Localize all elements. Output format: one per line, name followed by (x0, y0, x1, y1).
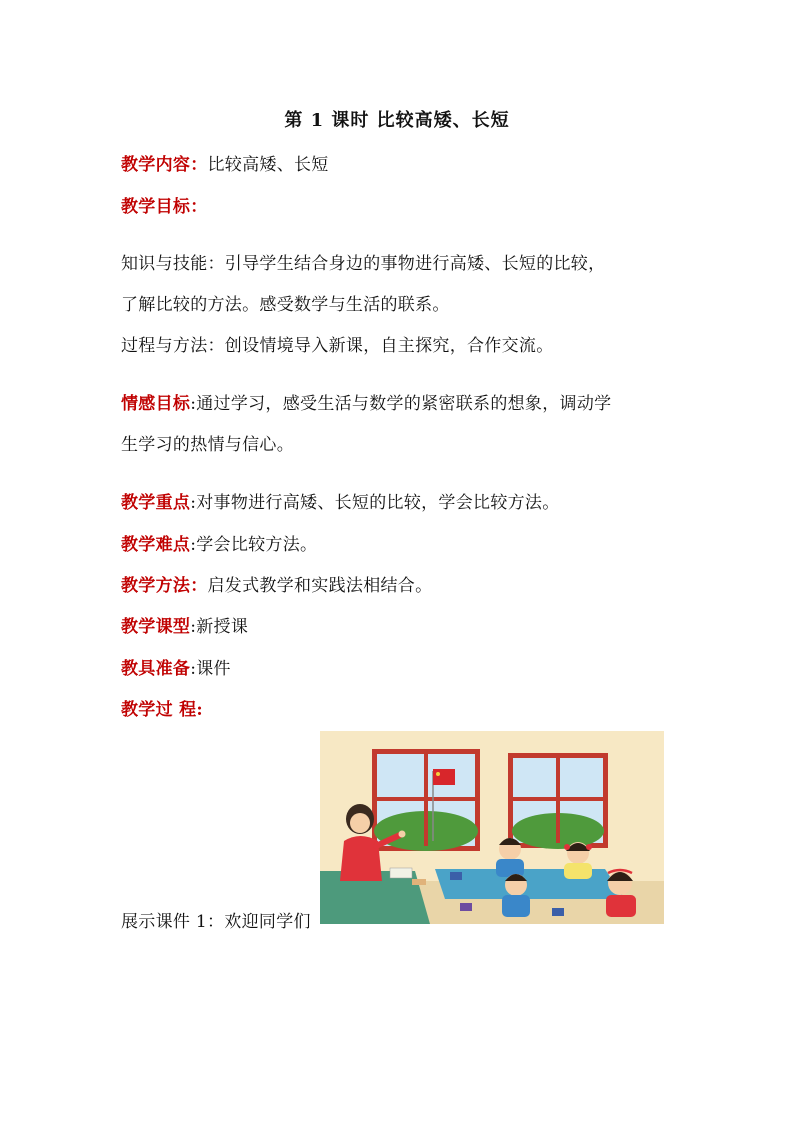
lesson-type-text: :新授课 (190, 617, 249, 637)
procedure-label: 教学过 程: (121, 700, 203, 720)
emotion-label: 情感目标 (121, 394, 191, 414)
tools-text: :课件 (190, 659, 231, 679)
student-boy-2 (502, 874, 530, 917)
page-title: 第 1 课时 比较高矮、长短 (284, 110, 510, 131)
tools-label: 教具准备 (121, 659, 191, 679)
lesson-type-label: 教学课型 (121, 617, 191, 637)
slide-caption: 展示课件 1：欢迎同学们 (121, 912, 311, 932)
emotion-line-2: 生学习的热情与信心。 (121, 435, 294, 455)
left-window (372, 749, 480, 851)
content-line (121, 150, 329, 175)
content-text: 比较高矮、长短 (207, 155, 329, 175)
method-text: 启发式教学和实践法相结合。 (207, 576, 433, 596)
knowledge-line-2: 了解比较的方法。感受数学与生活的联系。 (121, 295, 450, 315)
method-label: 教学方法： (121, 576, 208, 596)
emotion-line-1 (121, 389, 611, 414)
key-point-line (121, 488, 560, 513)
flag-icon (433, 769, 455, 785)
difficulty-line (121, 530, 317, 555)
knowledge-line-1: 知识与技能：引导学生结合身边的事物进行高矮、长短的比较， (121, 254, 606, 274)
classroom-illustration (320, 731, 664, 924)
difficulty-text: :学会比较方法。 (190, 535, 318, 555)
lesson-type-line (121, 612, 248, 637)
goals-label: 教学目标： (121, 197, 208, 217)
emotion-text: :通过学习，感受生活与数学的紧密联系的想象，调动学 (190, 394, 612, 414)
method-line (121, 571, 432, 596)
tools-line (121, 654, 231, 679)
right-window (508, 753, 608, 849)
key-point-label: 教学重点 (121, 493, 191, 513)
key-point-text: :对事物进行高矮、长短的比较，学会比较方法。 (190, 493, 560, 513)
content-label: 教学内容： (121, 155, 208, 175)
process-line: 过程与方法：创设情境导入新课，自主探究，合作交流。 (121, 336, 554, 356)
difficulty-label: 教学难点 (121, 535, 191, 555)
